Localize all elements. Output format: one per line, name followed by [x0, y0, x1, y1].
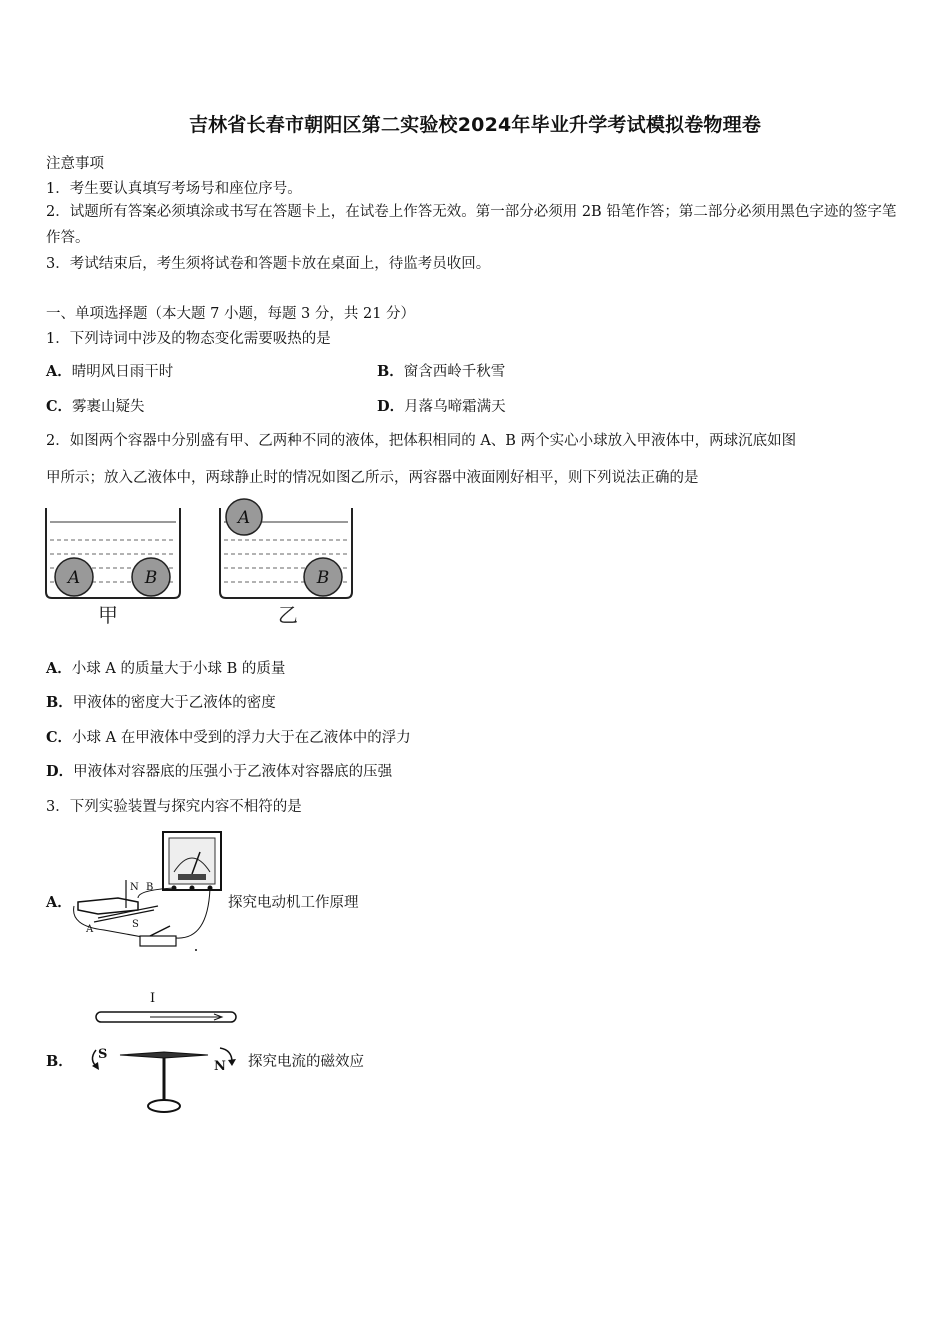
q2-option-a [46, 657, 285, 678]
option-text: 小球 A 的质量大于小球 B 的质量 [71, 661, 286, 677]
notice-heading: 注意事项 [46, 156, 104, 172]
compass-label-s: S [98, 1047, 108, 1062]
oersted-apparatus-figure [80, 988, 250, 1118]
notice-item-3: 3．考试结束后，考生须将试卷和答题卡放在桌面上，待监考员收回。 [46, 256, 491, 272]
option-text: 月落乌啼霜满天 [404, 399, 506, 415]
exam-title: 吉林省长春市朝阳区第二实验校2024年毕业升学考试模拟卷物理卷 [188, 114, 762, 136]
label-jia: 甲 [98, 603, 118, 627]
question-2-stem-line1: 2．如图两个容器中分别盛有甲、乙两种不同的液体，把体积相同的 A、B 两个实心小球放入甲液体中，两球沉底如图 [46, 433, 797, 449]
option-label: A． [46, 660, 72, 677]
q2-option-d [46, 760, 392, 781]
option-label: D． [377, 398, 405, 415]
motor-fig-label-n: N [130, 882, 139, 893]
current-label-i: I [150, 991, 156, 1006]
option-text: 雾裹山疑失 [72, 399, 145, 415]
section-heading: 一、单项选择题（本大题 7 小题，每题 3 分，共 21 分） [46, 306, 416, 322]
option-label: A． [46, 363, 72, 380]
notice-item-1: 1．考生要认真填写考场号和座位序号。 [46, 181, 302, 197]
container-jia [46, 508, 180, 627]
q1-option-b [377, 360, 505, 381]
ball-b-label: B [144, 568, 158, 588]
option-text: 小球 A 在甲液体中受到的浮力大于在乙液体中的浮力 [72, 730, 411, 746]
label-yi: 乙 [278, 603, 298, 627]
option-text: 甲液体对容器底的压强小于乙液体对容器底的压强 [73, 764, 393, 780]
q1-option-a [46, 360, 173, 381]
option-label: B． [46, 694, 73, 711]
question-2-stem-line2: 甲所示；放入乙液体中，两球静止时的情况如图乙所示，两容器中液面刚好相平，则下列说法正确的是 [46, 470, 699, 486]
question-1-stem: 1．下列诗词中涉及的物态变化需要吸热的是 [46, 331, 331, 347]
q1-option-c [46, 395, 145, 416]
option-label: D． [46, 763, 74, 780]
compass-label-n: N [214, 1059, 226, 1074]
ball-b-label: B [316, 568, 330, 588]
q3-option-b-text: 探究电流的磁效应 [248, 1054, 364, 1070]
container-yi [220, 499, 352, 627]
q2-containers-figure [40, 500, 360, 630]
option-label: C． [46, 398, 73, 415]
notice-item-2: 2．试题所有答案必须填涂或书写在答题卡上，在试卷上作答无效。第一部分必须用 2B 铅笔作答；第二部分必须用黑色字迹的签字笔作答。 [46, 204, 897, 246]
q3-option-a-label: A． [46, 894, 72, 911]
option-label: C． [46, 729, 73, 746]
question-3-stem: 3．下列实验装置与探究内容不相符的是 [46, 799, 302, 815]
option-text: 晴明风日雨干时 [71, 364, 174, 380]
q2-option-b [46, 691, 276, 712]
q2-option-c [46, 726, 411, 747]
motor-fig-label-b: B [146, 882, 154, 893]
motor-fig-label-a: A [86, 924, 94, 935]
option-label: B． [377, 363, 404, 380]
option-text: 甲液体的密度大于乙液体的密度 [72, 695, 276, 711]
option-text: 窗含西岭千秋雪 [403, 364, 506, 380]
ball-a-label: A [237, 508, 251, 528]
q3-option-a-text: 探究电动机工作原理 [228, 895, 359, 911]
q3-option-b-label: B． [46, 1053, 73, 1070]
motor-apparatus-figure [68, 830, 228, 955]
q1-option-d [377, 395, 506, 416]
motor-fig-label-s: S [132, 919, 139, 930]
ball-a-label: A [67, 568, 81, 588]
